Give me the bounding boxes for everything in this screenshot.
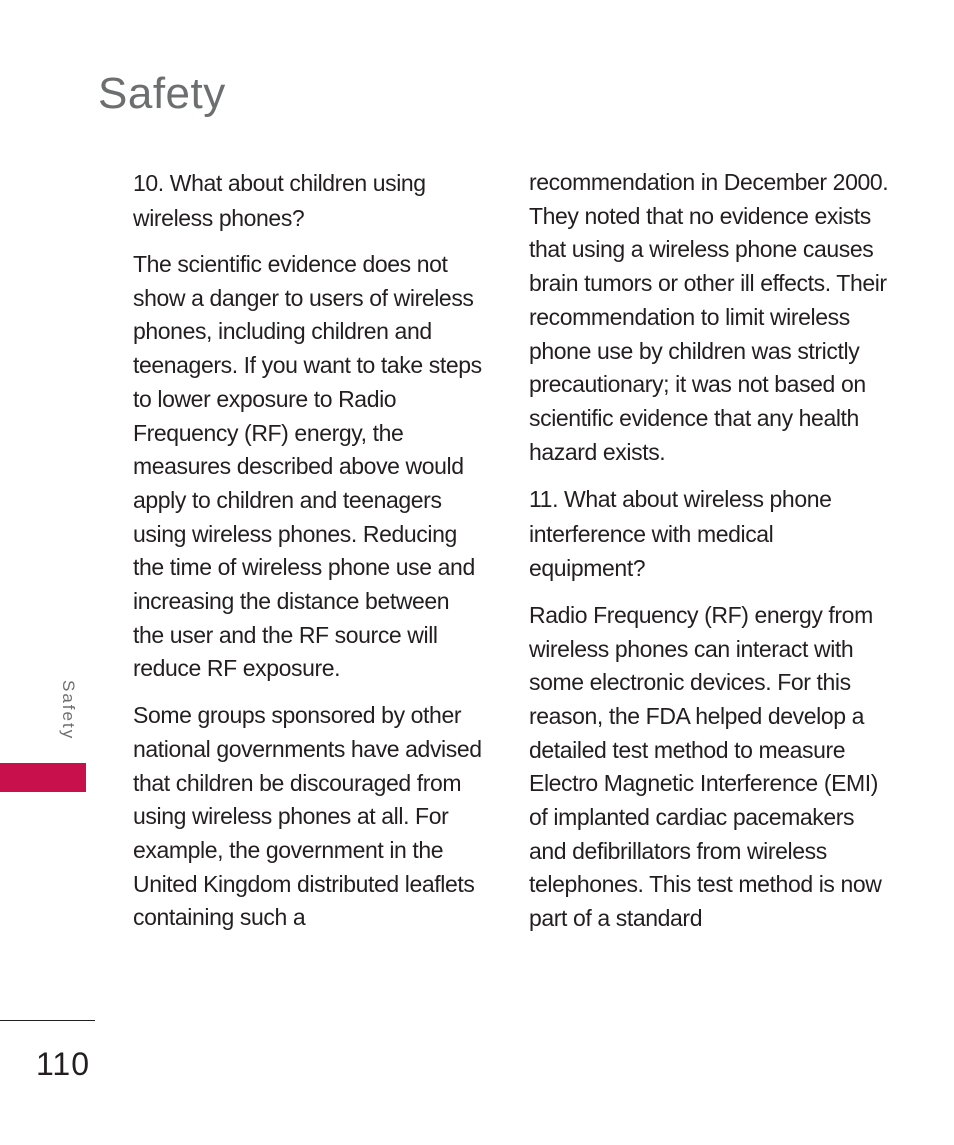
page-number: 110: [36, 1046, 91, 1082]
side-tab-marker: [0, 763, 86, 792]
section-heading-11: 11. What about wireless phone interference with medical equipment?: [529, 486, 832, 582]
right-column: [529, 166, 891, 949]
body-paragraph-continued: recommendation in December 2000. They noted that no evidence exists that using a wireless phone causes brain tumors or other ill effects. Their recommendation to limit wireless phone use by children was strictly precautionary; it was not based on scientific evidence that any health hazard exists.: [529, 169, 889, 465]
side-tab-label: Safety: [59, 680, 78, 741]
body-paragraph: Radio Frequency (RF) energy from wireless phones can interact with some electronic devices. For this reason, the FDA helped develop a detailed test method to measure Electro Magnetic Interference (EMI) of implanted cardiac pacemakers and defibrillators from wireless telephones. This test method is now part of a standard: [529, 601, 882, 932]
page-title: Safety: [98, 69, 226, 118]
footer-divider: [0, 1020, 95, 1021]
left-column: [133, 166, 483, 948]
body-paragraph: The scientific evidence does not show a danger to users of wireless phones, including children and teenagers. If you want to take steps to lower exposure to Radio Frequency (RF) energy, the measures described above would apply to children and teenagers using wireless phones. Reducing the time of wireless phone use and increasing the distance between the user and the RF source will reduce RF exposure.: [133, 251, 482, 682]
body-paragraph: Some groups sponsored by other national governments have advised that children be discouraged from using wireless phones at all. For example, the government in the United Kingdom distributed leaflets containing such a: [133, 702, 482, 931]
section-heading-10: 10. What about children using wireless phones?: [133, 170, 426, 231]
